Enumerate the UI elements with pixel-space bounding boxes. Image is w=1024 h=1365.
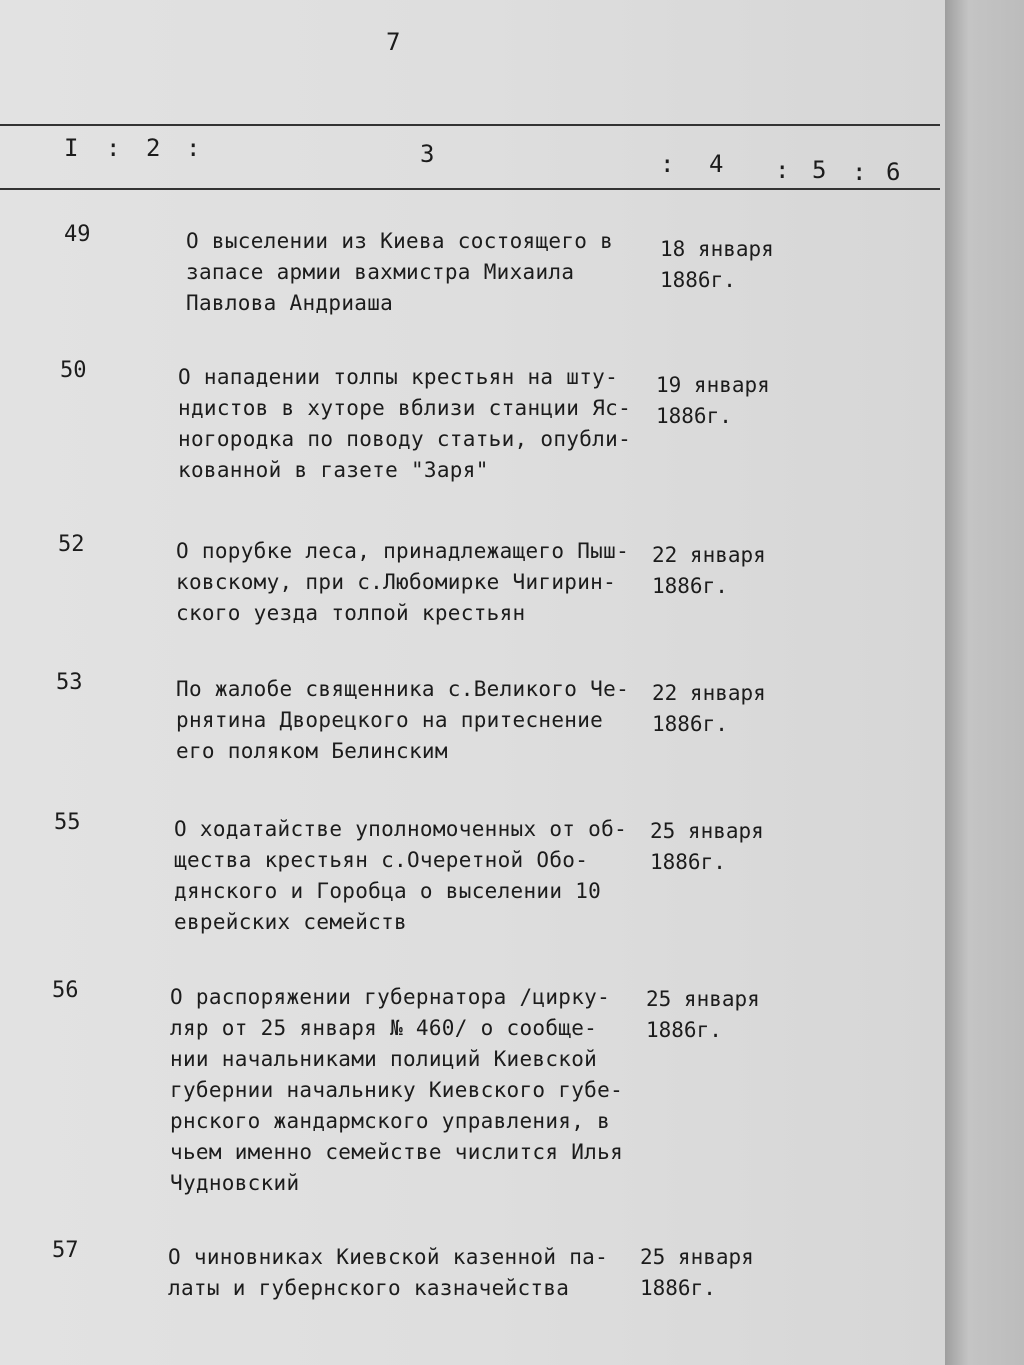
entry-date: 18 января 1886г. <box>660 237 774 292</box>
entry-number: 50 <box>60 358 87 383</box>
entry-description: О распоряжении губернатора /цирку- ляр от 25 января № 460/ о сообще- нии начальниками полиций Киевской губернии начальнику Киевского губе- рнского жандармского управления, в чьем именно семействе числится Илья Чудновский <box>170 985 624 1195</box>
entry-number: 56 <box>52 978 79 1003</box>
column-separator: : <box>660 150 675 178</box>
entry-date: 25 января 1886г. <box>646 987 760 1042</box>
column-header-6: 6 <box>886 158 901 186</box>
page-number: 7 <box>386 28 401 56</box>
column-separator: : <box>106 134 121 162</box>
page-shadow-edge <box>945 0 1024 1365</box>
entry-date: 25 января 1886г. <box>650 819 764 874</box>
column-separator: : <box>775 156 790 184</box>
entry-description: О выселении из Киева состоящего в запасе армии вахмистра Михаила Павлова Андриаша <box>186 229 614 315</box>
column-header-5: 5 <box>812 156 827 184</box>
column-header-3: 3 <box>420 140 435 168</box>
column-header-2: 2 <box>146 134 161 162</box>
column-header-4: 4 <box>709 150 724 178</box>
entry-date: 19 января 1886г. <box>656 373 770 428</box>
entry-number: 53 <box>56 670 83 695</box>
entry-description: О чиновниках Киевской казенной па- латы и губернского казначейства <box>168 1245 609 1300</box>
entry-description: О нападении толпы крестьян на шту- ндистов в хуторе вблизи станции Яс- ногородка по поводу статьи, опубли- кованной в газете "Заря" <box>178 365 632 482</box>
entry-description: О порубке леса, принадлежащего Пыш- ковскому, при с.Любомирке Чигирин- ского уезда толпой крестьян <box>176 539 630 625</box>
entry-description: По жалобе священника с.Великого Че- рнятина Дворецкого на притеснение его поляком Белинским <box>176 677 630 763</box>
entry-number: 55 <box>54 810 81 835</box>
column-header-1: I <box>64 134 79 162</box>
entry-number: 52 <box>58 532 85 557</box>
header-rule-top <box>0 124 940 126</box>
entry-description: О ходатайстве уполномоченных от об- щества крестьян с.Очеретной Обо- дянского и Горобца о выселении 10 еврейских семейств <box>174 817 628 934</box>
column-separator: : <box>186 134 201 162</box>
entry-date: 22 января 1886г. <box>652 681 766 736</box>
entry-date: 25 января 1886г. <box>640 1245 754 1300</box>
entry-number: 57 <box>52 1238 79 1263</box>
entry-number: 49 <box>64 222 91 247</box>
header-rule-bottom <box>0 188 940 190</box>
column-separator: : <box>852 158 867 186</box>
entry-date: 22 января 1886г. <box>652 543 766 598</box>
